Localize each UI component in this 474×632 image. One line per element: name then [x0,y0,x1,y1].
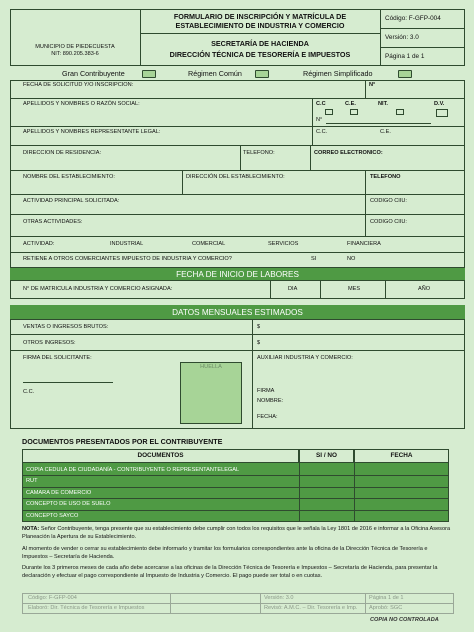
ce-label: C.E. [345,101,356,107]
dv-label: D.V. [434,101,445,107]
col-sino: SI / NO [316,452,337,459]
nit-checkbox[interactable] [396,109,404,115]
cc2-label: C.C. [316,129,328,135]
mes-label[interactable]: MES [348,286,361,292]
auxiliar-firma-label: FIRMA [257,388,275,394]
direccion-establecimiento-label: DIRECCIÓN DEL ESTABLECIMIENTO: [186,174,285,180]
actividad-principal-label: ACTIVIDAD PRINCIPAL SOLICITADA: [23,198,120,204]
auxiliar-label: AUXILIAR INDUSTRIA Y COMERCIO: [257,355,353,361]
nota-paragraph [22,526,452,541]
huella-box[interactable] [180,362,242,424]
footer-elaboro: Elaboró: Dir. Técnica de Tesorería e Impuestos [28,605,145,611]
nit-label: NIT. [378,101,388,107]
doc-row: COPIA CEDULA DE CIUDADANÍA - CONTRIBUYENTE O REPRESENTANTELEGAL [26,467,240,473]
numero-label: N° [369,82,376,88]
doc-code: Código: F-GFP-004 [385,15,441,22]
telefono-label: TELEFONO: [243,150,275,156]
actividad-financiera[interactable]: FINANCIERA [347,241,381,247]
n-field[interactable] [326,123,431,124]
footer-version: Versión: 3.0 [264,595,294,601]
firma-solicitante-label: FIRMA DEL SOLICITANTE: [23,355,92,361]
auxiliar-nombre-label: NOMBRE: [257,398,284,404]
actividad-label: ACTIVIDAD: [23,241,55,247]
note-paragraph-2: Al momento de vender o cerrar su establecimiento debe informarlo y tramitar los formularios correspondientes ante la oficina de la Dirección Técnica de Tesorería e Impuestos – Secretaría de Hacienda. [22,546,428,560]
regimen-simplificado-checkbox[interactable] [398,70,412,78]
actividad-servicios[interactable]: SERVICIOS [268,241,299,247]
footer-codigo: Código: F-GFP-004 [28,595,77,601]
nombre-establecimiento-label: NOMBRE DEL ESTABLECIMIENTO: [23,174,115,180]
labores-band: FECHA DE INICIO DE LABORES [10,268,465,280]
doc-row: RUT [26,478,38,484]
apellidos-razon-label: APELLIDOS Y NOMBRES O RAZÓN SOCIAL: [23,101,140,107]
department-title: SECRETARÍA DE HACIENDA DIRECCIÓN TÉCNICA DE TESORERÍA E IMPUESTOS [169,39,351,59]
ce-checkbox[interactable] [350,109,358,115]
col-documentos: DOCUMENTOS [137,452,184,459]
documentos-title: DOCUMENTOS PRESENTADOS POR EL CONTRIBUYENTE [22,437,223,446]
codigo-ciiu-label: CODIGO CIIU: [370,198,407,204]
doc-row: CAMARA DE COMERCIO [26,490,92,496]
municipio-label: MUNICIPIO DE PIEDECUESTA NIT: 890.205.383-6 [35,44,115,57]
retiene-no[interactable]: NO [347,256,356,262]
doc-version: Versión: 3.0 [385,34,419,41]
cc-label: C.C [316,101,326,107]
n-label: N° [316,117,323,123]
direccion-residencia-label: DIRECCION DE RESIDENCIA: [23,150,102,156]
doc-row: CONCEPTO SAYCO [26,513,79,519]
footer-aprobo: Aprobó: SGC [369,605,403,611]
mensuales-band: DATOS MENSUALES ESTIMADOS [10,305,465,319]
col-fecha: FECHA [390,452,413,459]
footer-reviso: Revisó: A.M.C. – Dir. Tesorería e Imp. [264,605,358,611]
otros-currency: $ [257,340,261,346]
auxiliar-fecha-label: FECHA: [257,414,278,420]
form-title: FORMULARIO DE INSCRIPCIÓN Y MATRÍCULA DE ESTABLECIMIENTO DE INDUSTRIA Y COMERCIO [173,12,347,30]
nota-label: NOTA: [22,526,40,532]
ventas-currency: $ [257,324,261,330]
nota-text: Señor Contribuyente, tenga presente que su establecimiento debe cumplir con todos los requisitos que le señala la Ley 1801 de 2016 e informar a la Oficina Asesora Planeación la Apertura de su Establecimiento. [22,526,451,540]
note-paragraph-3: Durante los 3 primeros meses de cada año debe acercarse a las oficinas de la Dirección Técnica de Tesorería e Impuestos – Secretaría de Hacienda, para presentar la declaración y efectuar el pago correspondiente al Impuesto de Industria y Comercio. El pago puede ser total o en cuotas. [22,565,438,579]
regimen-comun-checkbox[interactable] [255,70,269,78]
regimen-gran-label: Gran Contribuyente [62,69,125,78]
regimen-gran-checkbox[interactable] [142,70,156,78]
dv-field[interactable] [436,109,448,117]
doc-row: CONCEPTO DE USO DE SUELO [26,501,111,507]
regimen-simplificado-label: Régimen Simplificado [303,69,373,78]
solicitante-cc-label: C.C. [23,389,35,395]
regimen-comun-label: Régimen Común [188,69,242,78]
fecha-solicitud-label: FECHA DE SOLICITUD Y/O INSCRIPCION: [23,82,134,88]
retiene-si[interactable]: SI [311,256,317,262]
codigo-ciiu2-label: CODIGO CIIU: [370,219,407,225]
retiene-label: RETIENE A OTROS COMERCIANTES IMPUESTO DE INDUSTRIA Y COMERCIO? [23,256,232,262]
dia-label[interactable]: DIA [288,286,298,292]
ventas-label: VENTAS O INGRESOS BRUTOS: [23,324,109,330]
huella-label: HUELLA [200,364,222,370]
correo-label: CORREO ELECTRONICO: [314,150,383,156]
copia-no-controlada: COPIA NO CONTROLADA [370,617,439,623]
ce2-label: C.E. [380,129,391,135]
otros-label: OTROS INGRESOS: [23,340,76,346]
actividad-comercial[interactable]: COMERCIAL [192,241,226,247]
ano-label[interactable]: AÑO [418,286,431,292]
actividad-industrial[interactable]: INDUSTRIAL [110,241,144,247]
apellidos-rep-label: APELLIDOS Y NOMBRES REPRESENTANTE LEGAL: [23,129,161,135]
doc-page: Página 1 de 1 [385,53,425,60]
firma-solicitante-line[interactable] [23,382,113,383]
otras-actividades-label: OTRAS ACTIVIDADES: [23,219,83,225]
footer-pagina: Página 1 de 1 [369,595,404,601]
cc-checkbox[interactable] [325,109,333,115]
matricula-label: N° DE MATRICULA INDUSTRIA Y COMERCIO ASIGNADA: [23,286,173,292]
telefono2-label: TELEFONO [370,174,401,180]
